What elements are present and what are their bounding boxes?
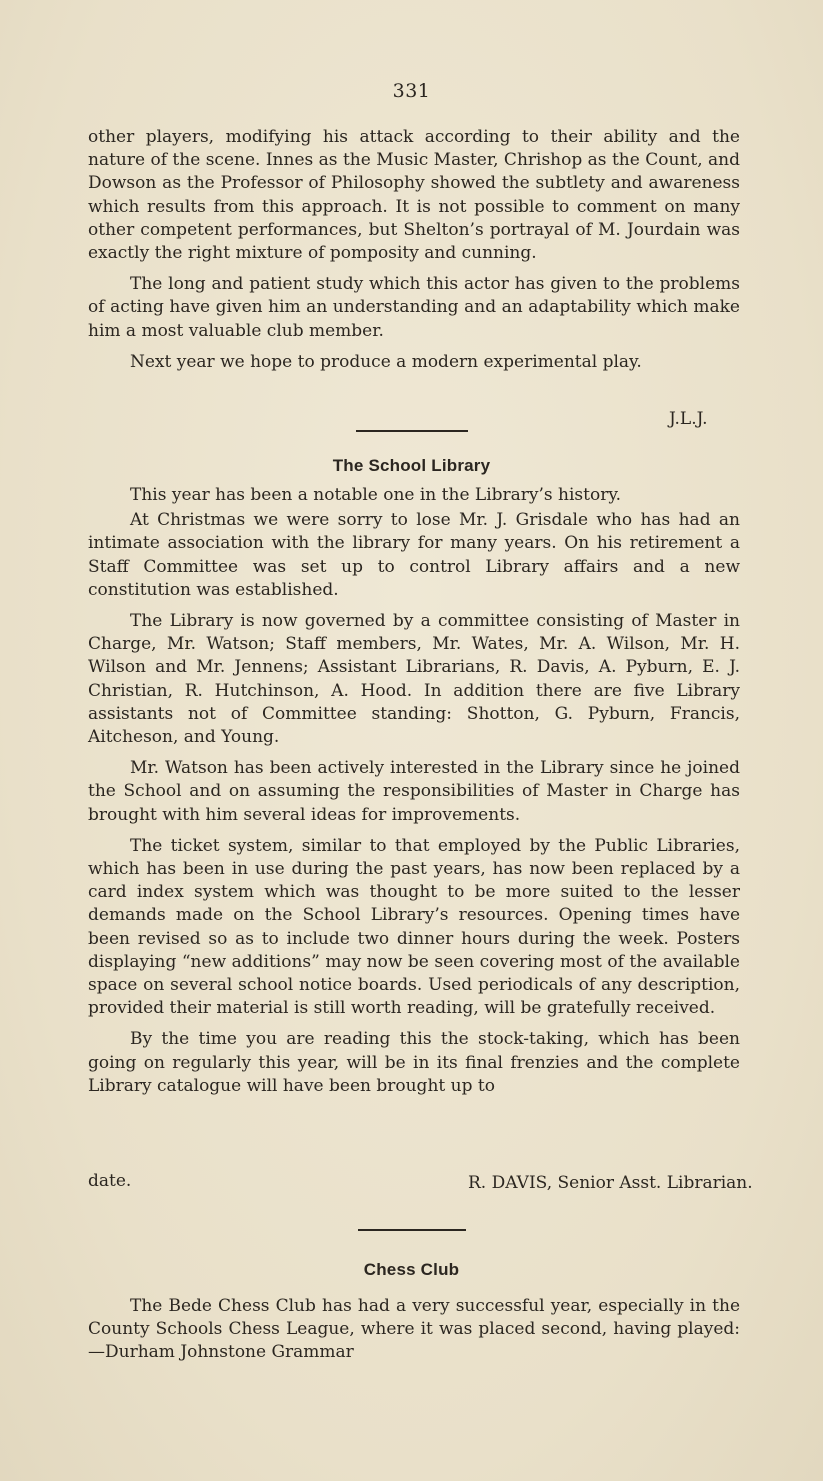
section-divider <box>356 430 468 432</box>
drama-signature: J.L.J. <box>669 409 708 429</box>
page-number: 331 <box>392 80 431 102</box>
library-last-word: date. <box>88 1171 132 1191</box>
chess-report <box>88 1295 740 1365</box>
drama-paragraph-2: The long and patient study which this actor has given to the problems of acting have given him an understanding and an adaptability which make him a most valuable club member. <box>88 274 740 341</box>
library-report <box>88 484 740 1098</box>
chess-heading: Chess Club <box>363 1260 460 1279</box>
library-paragraph-1: This year has been a notable one in the Library’s history. <box>130 485 622 505</box>
drama-paragraph-3: Next year we hope to produce a modern experimental play. <box>130 351 642 372</box>
drama-paragraph-1: other players, modifying his attack according to their ability and the nature of the scene. Innes as the Music Master, Chrishop as the Count, and Dowson as the Professor of Philosophy showed the subtlety and awareness which results from this approach. It is not possible to comment on many other competent performances, but Shelton’s portrayal of M. Jourdain was exactly the right mixture of pomposity and cunning. <box>88 127 740 264</box>
library-paragraph-3: The Library is now governed by a committee consisting of Master in Charge, Mr. Watson; Staff members, Mr. Wates, Mr. A. Wilson, Mr. H. Wilson and Mr. Jennens; Assistant Librarians, R. Davis, A. Pyburn, E. J. Christian, R. Hutchinson, A. Hood. In addition there are five Library assistants not of Committee standing: Shotton, G. Pyburn, Francis, Aitcheson, and Young. <box>88 611 740 748</box>
section-divider <box>358 1229 466 1231</box>
library-paragraph-6: By the time you are reading this the stock-taking, which has been going on regularly this year, will be in its final frenzies and the complete Library catalogue will have been brought up to <box>88 1029 740 1096</box>
library-paragraph-5: The ticket system, similar to that employed by the Public Libraries, which has been in use during the past years, has now been replaced by a card index system which was thought to be more suited to the lesser demands made on the School Library’s resources. Opening times have been revised so as to include two dinner hours during the week. Posters displaying “new additions” may now be seen covering most of the available space on several school notice boards. Used periodicals of any description, provided their material is still worth reading, will be gratefully received. <box>88 835 740 1019</box>
library-heading: The School Library <box>332 456 491 475</box>
library-paragraph-2: At Christmas we were sorry to lose Mr. J. Grisdale who has had an intimate association with the library for many years. On his retirement a Staff Committee was set up to control Library affairs and a new constitution was established. <box>88 510 740 600</box>
library-paragraph-4: Mr. Watson has been actively interested in the Library since he joined the School and on assuming the responsibilities of Master in Charge has brought with him several ideas for improvements. <box>88 758 740 825</box>
library-signature: R. DAVIS, Senior Asst. Librarian. <box>468 1173 753 1193</box>
drama-report <box>88 126 740 374</box>
chess-paragraph-1: The Bede Chess Club has had a very successful year, especially in the County Schools Chess League, where it was placed second, having played:—Durham Johnstone Grammar <box>88 1296 740 1363</box>
